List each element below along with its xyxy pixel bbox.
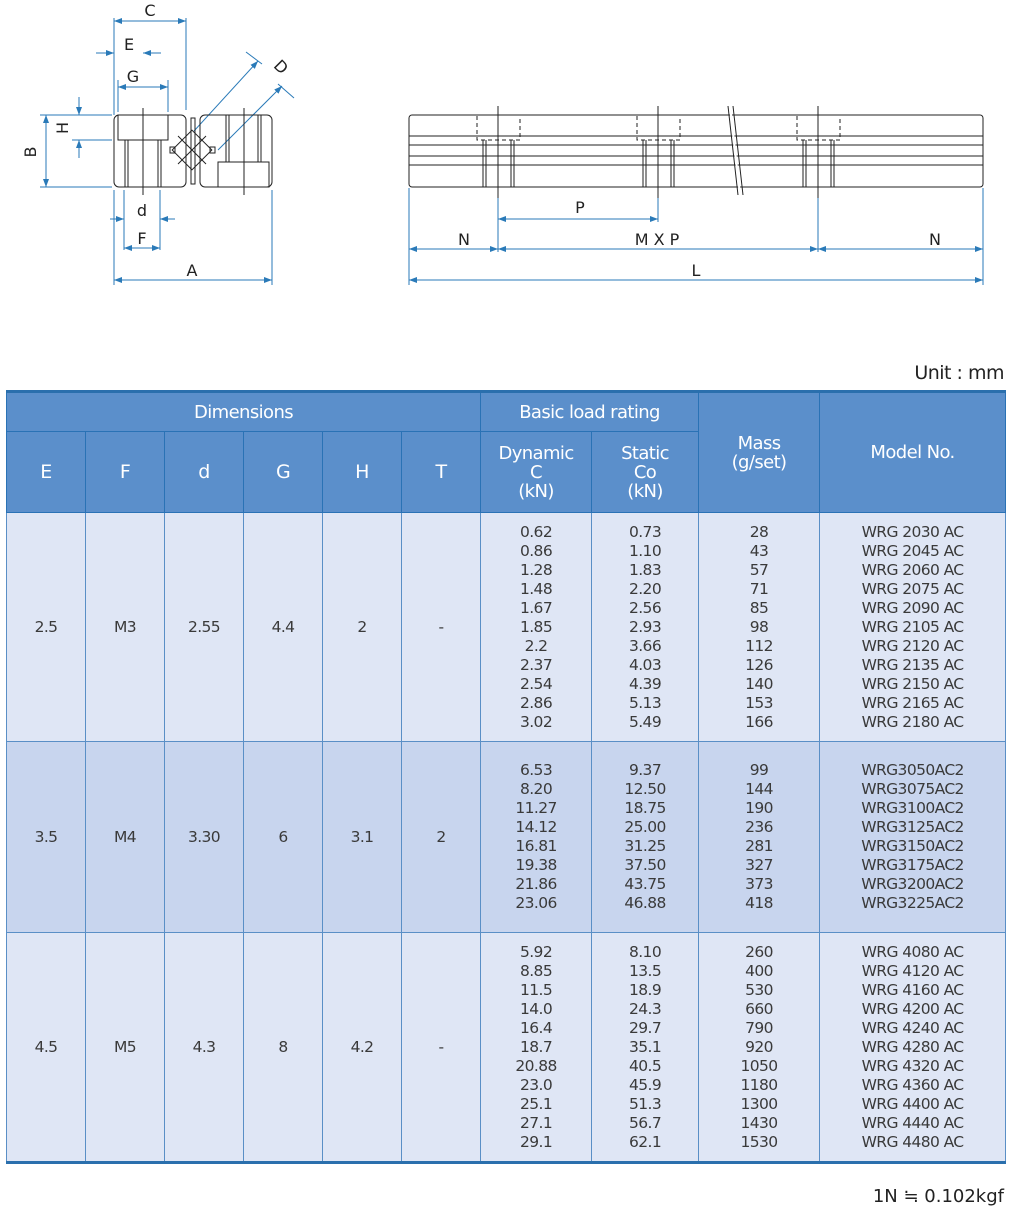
cell-mass-value: 112 [745, 636, 773, 655]
header-mass [699, 392, 820, 513]
cell-e: 2.5 [7, 513, 86, 742]
cell-mass-value: 43 [749, 541, 769, 560]
table-row-group [7, 742, 1006, 933]
cell-dynamic-value: 8.85 [519, 961, 553, 980]
cell-static-list [592, 933, 699, 1163]
cell-model-value: WRG 2075 AC [861, 579, 964, 598]
label-l: L [691, 261, 701, 280]
header-dimensions: Dimensions [7, 392, 481, 432]
cell-dynamic-value: 1.67 [519, 598, 553, 617]
cell-static-value: 40.5 [628, 1056, 662, 1075]
cell-static-value: 35.1 [628, 1037, 662, 1056]
cell-f: M4 [86, 742, 165, 933]
cell-mass-value: 153 [745, 693, 773, 712]
header-dynamic-line2: C [530, 461, 543, 483]
cell-model-list [820, 513, 1006, 742]
cell-model-value: WRG 4400 AC [861, 1094, 964, 1113]
cell-h: 3.1 [323, 742, 402, 933]
cell-static-value: 46.88 [624, 894, 666, 912]
cell-dynamic-value: 2.54 [519, 674, 553, 693]
cell-mass-value: 190 [745, 799, 773, 817]
cell-static-value: 2.20 [628, 579, 662, 598]
header-d: d [165, 432, 244, 513]
cell-static-value: 25.00 [624, 818, 666, 836]
cell-mass-value: 260 [745, 942, 773, 961]
cell-e: 3.5 [7, 742, 86, 933]
cell-static-value: 62.1 [628, 1132, 662, 1151]
cell-model-value: WRG 4440 AC [861, 1113, 964, 1132]
cell-dynamic-value: 27.1 [519, 1113, 553, 1132]
cell-dynamic-value: 14.12 [515, 818, 557, 836]
cell-static-value: 37.50 [624, 856, 666, 874]
cell-dynamic-value: 23.06 [515, 894, 557, 912]
cell-mass-value: 327 [745, 856, 773, 874]
cell-mass-value: 920 [745, 1037, 773, 1056]
cell-static-value: 1.10 [628, 541, 662, 560]
cell-t: 2 [402, 742, 481, 933]
cell-model-value: WRG3075AC2 [861, 780, 964, 798]
cell-model-value: WRG 2105 AC [861, 617, 964, 636]
specification-table [6, 390, 1006, 1164]
cell-model-value: WRG 4200 AC [861, 999, 964, 1018]
cell-static-value: 0.73 [628, 522, 662, 541]
cell-static-value: 43.75 [624, 875, 666, 893]
cell-static-value: 4.39 [628, 674, 662, 693]
header-static-line1: Static [621, 442, 669, 464]
cell-mass-value: 98 [749, 617, 769, 636]
cell-dynamic-value: 2.86 [519, 693, 553, 712]
cell-dynamic-list [481, 933, 592, 1163]
cell-model-value: WRG3100AC2 [861, 799, 964, 817]
header-static-line3: (kN) [627, 480, 663, 502]
cell-static-value: 8.10 [628, 942, 662, 961]
cell-static-value: 56.7 [628, 1113, 662, 1132]
cell-dynamic-value: 16.4 [519, 1018, 553, 1037]
cell-mass-value: 1430 [740, 1113, 778, 1132]
cell-static-value: 9.37 [628, 761, 662, 779]
cell-mass-value: 236 [745, 818, 773, 836]
cell-model-value: WRG 2120 AC [861, 636, 964, 655]
header-mass-line2: (g/set) [731, 451, 787, 473]
cell-dynamic-value: 0.62 [519, 522, 553, 541]
cell-mass-value: 99 [749, 761, 769, 779]
cell-f: M5 [86, 933, 165, 1163]
cell-static-value: 13.5 [628, 961, 662, 980]
cell-model-value: WRG3050AC2 [861, 761, 964, 779]
cell-mass-value: 660 [745, 999, 773, 1018]
cell-model-value: WRG 2030 AC [861, 522, 964, 541]
cell-mass-value: 1050 [740, 1056, 778, 1075]
cell-dynamic-value: 0.86 [519, 541, 553, 560]
cell-model-value: WRG 2045 AC [861, 541, 964, 560]
cell-g: 6 [244, 742, 323, 933]
label-h: H [53, 121, 72, 135]
cell-mass-value: 1180 [740, 1075, 778, 1094]
cell-f: M3 [86, 513, 165, 742]
cell-dynamic-value: 2.2 [524, 636, 548, 655]
cell-mass-value: 530 [745, 980, 773, 999]
cell-dynamic-value: 25.1 [519, 1094, 553, 1113]
cell-dynamic-list [481, 513, 592, 742]
cell-model-value: WRG 2165 AC [861, 693, 964, 712]
cell-static-value: 24.3 [628, 999, 662, 1018]
cross-section-drawing [0, 0, 330, 300]
cell-h: 4.2 [323, 933, 402, 1163]
cell-dynamic-value: 1.48 [519, 579, 553, 598]
cell-model-value: WRG 2135 AC [861, 655, 964, 674]
cell-model-value: WRG 2090 AC [861, 598, 964, 617]
cell-dynamic-value: 2.37 [519, 655, 553, 674]
cell-g: 8 [244, 933, 323, 1163]
cell-static-value: 29.7 [628, 1018, 662, 1037]
cell-static-list [592, 742, 699, 933]
cell-static-value: 5.49 [628, 712, 662, 731]
cell-dynamic-value: 11.27 [515, 799, 557, 817]
cell-dynamic-value: 23.0 [519, 1075, 553, 1094]
cell-static-list [592, 513, 699, 742]
cell-mass-value: 126 [745, 655, 773, 674]
cell-mass-value: 140 [745, 674, 773, 693]
label-f: F [137, 229, 147, 248]
cell-static-value: 2.93 [628, 617, 662, 636]
cell-d: 4.3 [165, 933, 244, 1163]
cell-model-value: WRG 4240 AC [861, 1018, 964, 1037]
cell-model-value: WRG 4080 AC [861, 942, 964, 961]
cell-mass-value: 71 [749, 579, 769, 598]
label-a: A [186, 261, 198, 280]
cell-static-value: 18.75 [624, 799, 666, 817]
cell-model-value: WRG 2150 AC [861, 674, 964, 693]
cell-dynamic-value: 11.5 [519, 980, 553, 999]
cell-model-list [820, 742, 1006, 933]
cell-mass-value: 400 [745, 961, 773, 980]
cell-dynamic-value: 3.02 [519, 712, 553, 731]
rail-drawing [400, 90, 1000, 290]
cell-static-value: 45.9 [628, 1075, 662, 1094]
label-m-x-p: M X P [634, 230, 680, 249]
cell-dynamic-list [481, 742, 592, 933]
cell-model-value: WRG3225AC2 [861, 894, 964, 912]
cell-model-value: WRG 4360 AC [861, 1075, 964, 1094]
cell-mass-value: 281 [745, 837, 773, 855]
label-g: G [126, 67, 140, 86]
unit-label: Unit : mm [914, 362, 1004, 384]
table-row-group [7, 933, 1006, 1163]
cell-dynamic-value: 20.88 [515, 1056, 557, 1075]
header-dynamic [481, 432, 592, 513]
cell-mass-value: 373 [745, 875, 773, 893]
cell-model-value: WRG3200AC2 [861, 875, 964, 893]
cell-mass-value: 166 [745, 712, 773, 731]
header-t: T [402, 432, 481, 513]
cell-dynamic-value: 16.81 [515, 837, 557, 855]
label-d-small: d [136, 201, 148, 220]
cell-static-value: 3.66 [628, 636, 662, 655]
header-mass-line1: Mass [737, 432, 781, 454]
cell-dynamic-value: 5.92 [519, 942, 553, 961]
header-f: F [86, 432, 165, 513]
cell-model-value: WRG3150AC2 [861, 837, 964, 855]
header-static-line2: Co [633, 461, 657, 483]
cell-mass-value: 144 [745, 780, 773, 798]
label-n-right: N [929, 230, 941, 249]
cell-mass-value: 57 [749, 560, 769, 579]
cell-dynamic-value: 1.85 [519, 617, 553, 636]
cell-d: 2.55 [165, 513, 244, 742]
cell-model-value: WRG3175AC2 [861, 856, 964, 874]
cell-dynamic-value: 18.7 [519, 1037, 553, 1056]
header-dynamic-line3: (kN) [518, 480, 554, 502]
cell-model-list [820, 933, 1006, 1163]
cell-dynamic-value: 6.53 [519, 761, 553, 779]
conversion-note: 1N ≒ 0.102kgf [872, 1186, 1004, 1207]
cell-static-value: 31.25 [624, 837, 666, 855]
cell-dynamic-value: 19.38 [515, 856, 557, 874]
cell-h: 2 [323, 513, 402, 742]
cell-model-value: WRG 4160 AC [861, 980, 964, 999]
label-d-diameter: D [269, 55, 293, 79]
cell-static-value: 5.13 [628, 693, 662, 712]
label-c: C [144, 1, 156, 20]
cell-mass-value: 85 [749, 598, 769, 617]
cell-model-value: WRG 4320 AC [861, 1056, 964, 1075]
cell-mass-value: 28 [749, 522, 769, 541]
label-e: E [123, 35, 135, 54]
cell-dynamic-value: 21.86 [515, 875, 557, 893]
cell-mass-value: 790 [745, 1018, 773, 1037]
cell-static-value: 1.83 [628, 560, 662, 579]
header-dynamic-line1: Dynamic [498, 442, 574, 464]
cell-t: - [402, 513, 481, 742]
cell-model-value: WRG 4480 AC [861, 1132, 964, 1151]
header-static [592, 432, 699, 513]
cell-mass-list [699, 742, 820, 933]
cell-dynamic-value: 1.28 [519, 560, 553, 579]
cell-dynamic-value: 14.0 [519, 999, 553, 1018]
label-b: B [21, 146, 40, 158]
cell-mass-list [699, 933, 820, 1163]
label-n-left: N [458, 230, 470, 249]
cell-static-value: 18.9 [628, 980, 662, 999]
cell-static-value: 2.56 [628, 598, 662, 617]
cell-mass-list [699, 513, 820, 742]
label-p: P [575, 198, 585, 217]
cell-model-value: WRG 2060 AC [861, 560, 964, 579]
cell-g: 4.4 [244, 513, 323, 742]
cell-model-value: WRG 4120 AC [861, 961, 964, 980]
header-g: G [244, 432, 323, 513]
header-h: H [323, 432, 402, 513]
cell-static-value: 4.03 [628, 655, 662, 674]
cell-model-value: WRG 4280 AC [861, 1037, 964, 1056]
cell-static-value: 12.50 [624, 780, 666, 798]
cell-dynamic-value: 8.20 [519, 780, 553, 798]
cell-mass-value: 1530 [740, 1132, 778, 1151]
cell-model-value: WRG 2180 AC [861, 712, 964, 731]
cell-model-value: WRG3125AC2 [861, 818, 964, 836]
cell-static-value: 51.3 [628, 1094, 662, 1113]
cell-d: 3.30 [165, 742, 244, 933]
cell-e: 4.5 [7, 933, 86, 1163]
header-e: E [7, 432, 86, 513]
header-model-no: Model No. [820, 392, 1006, 513]
cell-dynamic-value: 29.1 [519, 1132, 553, 1151]
cell-mass-value: 1300 [740, 1094, 778, 1113]
header-basic-load-rating: Basic load rating [481, 392, 699, 432]
cell-mass-value: 418 [745, 894, 773, 912]
cell-t: - [402, 933, 481, 1163]
table-row-group [7, 513, 1006, 742]
